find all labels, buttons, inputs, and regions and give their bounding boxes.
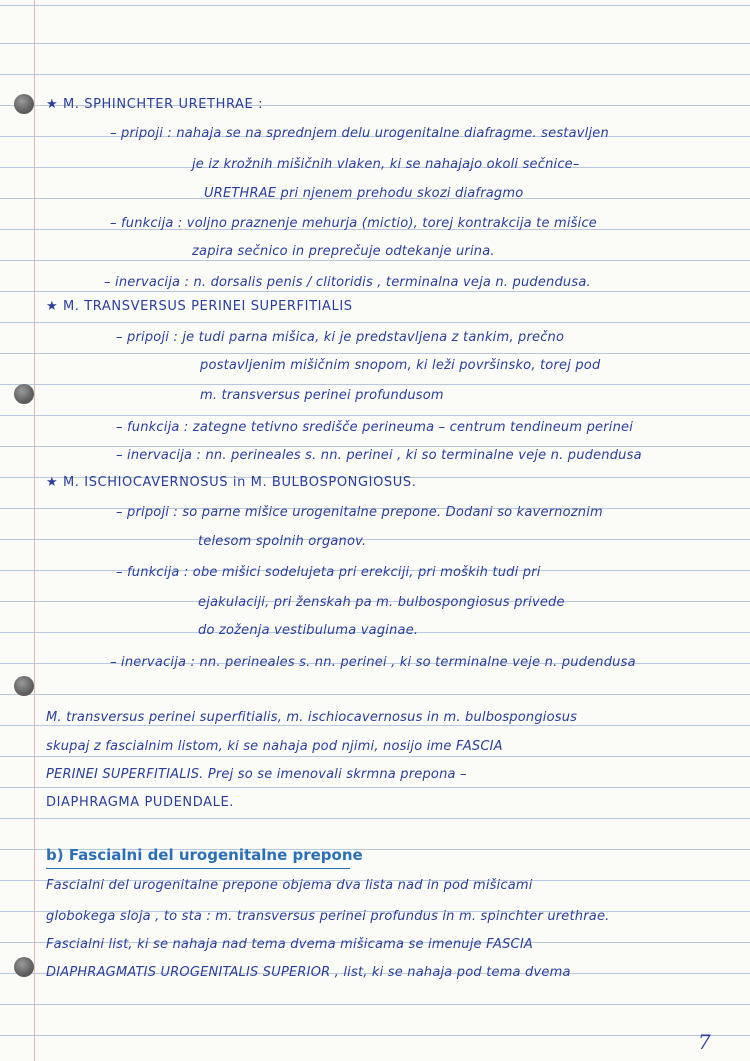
paragraph-line: Fascialni del urogenitalne prepone objema dva lista nad in pod mišicami [46, 878, 533, 893]
punch-hole [14, 384, 34, 404]
margin-line [34, 0, 35, 1061]
paragraph-line: globokega sloja , to sta : m. transversus perinei profundus in m. spinchter urethrae. [46, 909, 610, 924]
text-line: telesom spolnih organov. [198, 534, 367, 549]
punch-hole [14, 94, 34, 114]
text-line: – funkcija : obe mišici sodelujeta pri erekciji, pri moških tudi pri [116, 565, 541, 580]
text-line: URETHRAE pri njenem prehodu skozi diafragmo [204, 186, 524, 201]
text-line: – pripoji : je tudi parna mišica, ki je predstavljena z tankim, prečno [116, 330, 565, 345]
text-line: – funkcija : voljno praznenje mehurja (mictio), torej kontrakcija te mišice [110, 216, 597, 231]
heading-ischiocavernosus: ★ M. ISCHIOCAVERNOSUS in M. BULBOSPONGIOSUS. [46, 475, 417, 490]
paragraph-line: DIAPHRAGMATIS UROGENITALIS SUPERIOR , list, ki se nahaja pod tema dvema [46, 965, 571, 980]
text-line: je iz krožnih mišičnih vlaken, ki se nahajajo okoli sečnice– [192, 157, 580, 172]
text-line: – inervacija : n. dorsalis penis / clitoridis , terminalna veja n. pudendusa. [104, 275, 591, 290]
paragraph-line: skupaj z fascialnim listom, ki se nahaja pod njimi, nosijo ime FASCIA [46, 739, 503, 754]
text-line: – pripoji : nahaja se na sprednjem delu urogenitalne diafragme. sestavljen [110, 126, 609, 141]
text-line: postavljenim mišičnim snopom, ki leži površinsko, torej pod [200, 358, 601, 373]
punch-hole [14, 957, 34, 977]
text-line: – inervacija : nn. perineales s. nn. perinei , ki so terminalne veje n. pudendusa [110, 655, 636, 670]
text-line: – pripoji : so parne mišice urogenitalne prepone. Dodani so kavernoznim [116, 505, 603, 520]
text-line: – inervacija : nn. perineales s. nn. perinei , ki so terminalne veje n. pudendusa [116, 448, 642, 463]
page-number: 7 [698, 1030, 711, 1054]
paragraph-line: Fascialni list, ki se nahaja nad tema dvema mišicama se imenuje FASCIA [46, 937, 533, 952]
paragraph-line: PERINEI SUPERFITIALIS. Prej so se imenovali skrmna prepona – [46, 767, 467, 782]
heading-transversus-perinei: ★ M. TRANSVERSUS PERINEI SUPERFITIALIS [46, 299, 353, 314]
paragraph-line: DIAPHRAGMA PUDENDALE. [46, 795, 235, 810]
punch-hole [14, 676, 34, 696]
heading-sphincter-urethrae: ★ M. SPHINCHTER URETHRAE : [46, 97, 264, 112]
text-line: ejakulaciji, pri ženskah pa m. bulbospongiosus privede [198, 595, 565, 610]
text-line: – funkcija : zategne tetivno središče perineuma – centrum tendineum perinei [116, 420, 634, 435]
section-heading: b) Fascialni del urogenitalne prepone [46, 846, 363, 864]
paragraph-line: M. transversus perinei superfitialis, m. ischiocavernosus in m. bulbospongiosus [46, 710, 578, 725]
text-line: zapira sečnico in preprečuje odtekanje urina. [192, 244, 495, 259]
section-heading-underline [46, 868, 350, 869]
text-line: do zoženja vestibuluma vaginae. [198, 623, 419, 638]
text-line: m. transversus perinei profundusom [200, 388, 444, 403]
